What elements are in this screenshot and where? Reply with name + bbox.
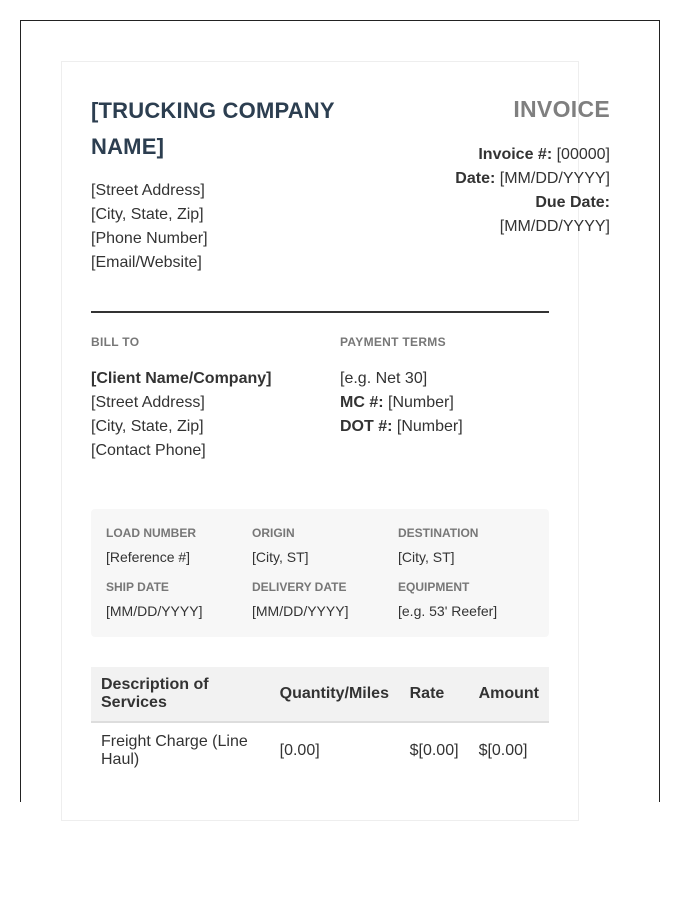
row-amount: $[0.00] (478, 742, 528, 759)
invoice-number-line (410, 143, 610, 167)
invoice-number-label: Invoice #: (478, 146, 553, 163)
company-web: [Email/Website] (91, 254, 202, 271)
origin-label: ORIGIN (252, 526, 295, 540)
bill-to-label: BILL TO (91, 335, 140, 349)
invoice-title: INVOICE (513, 96, 610, 122)
equipment-cell (398, 579, 538, 620)
terms-value: [e.g. Net 30] (340, 370, 428, 387)
client-name: [Client Name/Company] (91, 370, 272, 387)
origin-value: [City, ST] (252, 549, 309, 565)
destination-cell (398, 525, 538, 566)
header-amount: Amount (469, 667, 549, 722)
invoice-date-label: Date: (455, 170, 496, 187)
destination-value: [City, ST] (398, 549, 455, 565)
header-quantity: Quantity/Miles (270, 667, 400, 722)
table-header-row (91, 667, 549, 722)
delivery-date-label: DELIVERY DATE (252, 580, 347, 594)
origin-cell (252, 525, 392, 566)
company-phone: [Phone Number] (91, 230, 208, 247)
invoice-meta (410, 143, 610, 239)
ship-date-label: SHIP DATE (106, 580, 169, 594)
delivery-date-value: [MM/DD/YYYY] (252, 603, 349, 619)
invoice-number-value: [00000] (556, 146, 610, 163)
ship-date-cell (106, 579, 246, 620)
equipment-label: EQUIPMENT (398, 580, 470, 594)
bill-to-block (91, 367, 271, 463)
load-number-value: [Reference #] (106, 549, 191, 565)
ship-date-value: [MM/DD/YYYY] (106, 603, 203, 619)
header-rate: Rate (400, 667, 469, 722)
company-name: [TRUCKING COMPANY NAME] (91, 98, 335, 159)
invoice-date-line (410, 167, 610, 191)
mc-value: [Number] (388, 394, 454, 411)
company-address (91, 179, 208, 275)
invoice-date-value: [MM/DD/YYYY] (499, 170, 610, 187)
payment-terms-label: PAYMENT TERMS (340, 335, 446, 349)
dot-line (340, 415, 463, 439)
destination-label: DESTINATION (398, 526, 479, 540)
payment-terms-block (340, 367, 463, 439)
company-city: [City, State, Zip] (91, 206, 204, 223)
row-rate: $[0.00] (409, 742, 459, 759)
table-row (91, 722, 549, 779)
header-description: Description of Services (91, 667, 270, 722)
dot-value: [Number] (396, 418, 463, 435)
client-phone: [Contact Phone] (91, 442, 206, 459)
load-details-box (91, 509, 549, 637)
invoice-due-label-line (410, 191, 610, 215)
invoice-due-value: [MM/DD/YYYY] (499, 218, 610, 235)
load-number-label: LOAD NUMBER (106, 526, 196, 540)
mc-label: MC #: (340, 394, 384, 411)
services-table (91, 667, 549, 779)
delivery-date-cell (252, 579, 392, 620)
mc-line (340, 391, 463, 415)
invoice-due-label: Due Date: (535, 194, 610, 211)
dot-label: DOT #: (340, 418, 393, 435)
row-description: Freight Charge (Line Haul) (101, 733, 248, 768)
company-street: [Street Address] (91, 182, 205, 199)
client-city: [City, State, Zip] (91, 418, 204, 435)
load-number-cell (106, 525, 246, 566)
client-street: [Street Address] (91, 394, 205, 411)
row-quantity: [0.00] (279, 742, 320, 759)
header-divider (91, 311, 549, 313)
equipment-value: [e.g. 53' Reefer] (398, 603, 498, 619)
